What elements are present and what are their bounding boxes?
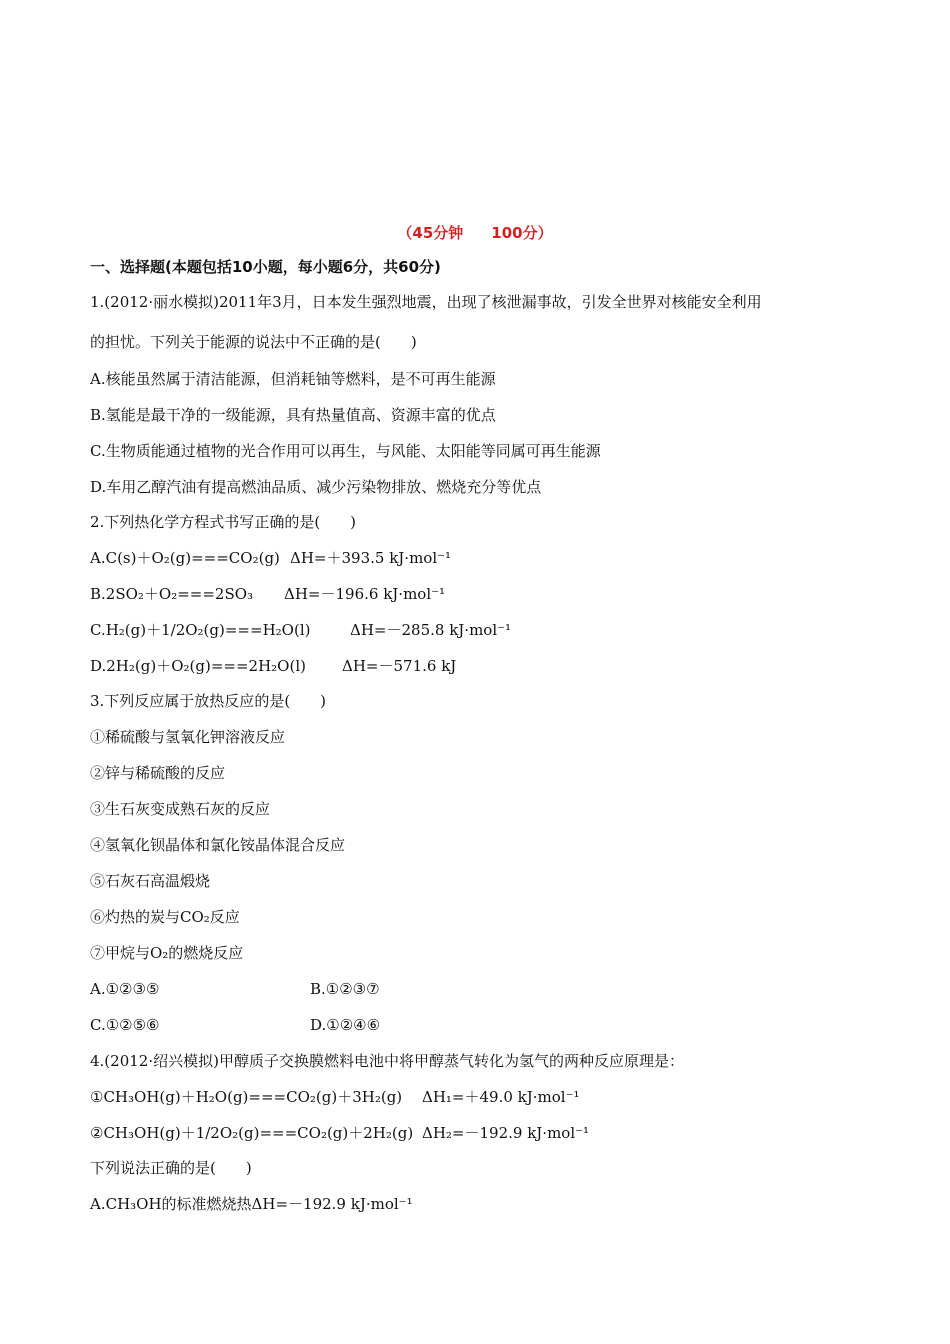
q1-option-b: B.氢能是最干净的一级能源，具有热量值高、资源丰富的优点 bbox=[90, 406, 496, 424]
q3-option-d: D.①②④⑥ bbox=[310, 1016, 381, 1034]
q2-option-c bbox=[90, 620, 512, 640]
q3-option-a: A.①②③⑤ bbox=[90, 980, 160, 998]
q2-option-d bbox=[90, 656, 457, 676]
q4-stem: 4.(2012·绍兴模拟)甲醇质子交换膜燃料电池中将甲醇蒸气转化为氢气的两种反应原理是： bbox=[90, 1052, 684, 1070]
section-heading: 一、选择题(本题包括10小题，每小题6分，共60分) bbox=[90, 258, 441, 276]
q4-reaction-1 bbox=[90, 1087, 580, 1107]
q2-a-enthalpy: ΔH=＋393.5 kJ·mol⁻¹ bbox=[290, 549, 452, 567]
q3-option-c: C.①②⑤⑥ bbox=[90, 1016, 160, 1034]
q3-item-4: ④氢氧化钡晶体和氯化铵晶体混合反应 bbox=[90, 836, 346, 854]
q4-r1-equation: ①CH₃OH(g)＋H₂O(g)===CO₂(g)＋3H₂(g) bbox=[90, 1088, 403, 1106]
q1-stem-line1: 1.(2012·丽水模拟)2011年3月，日本发生强烈地震，出现了核泄漏事故，引发全世界对核能安全利用 bbox=[90, 293, 762, 311]
q2-b-enthalpy: ΔH=－196.6 kJ·mol⁻¹ bbox=[284, 585, 446, 603]
q2-c-equation: C.H₂(g)＋1/2O₂(g)===H₂O(l) bbox=[90, 621, 311, 639]
q2-d-equation: D.2H₂(g)＋O₂(g)===2H₂O(l) bbox=[90, 657, 306, 675]
q3-item-7: ⑦甲烷与O₂的燃烧反应 bbox=[90, 944, 244, 962]
q1-option-a: A.核能虽然属于清洁能源，但消耗铀等燃料，是不可再生能源 bbox=[90, 370, 496, 388]
q4-r1-enthalpy: ΔH₁=＋49.0 kJ·mol⁻¹ bbox=[422, 1088, 580, 1106]
q2-a-equation: A.C(s)＋O₂(g)===CO₂(g) bbox=[90, 549, 280, 567]
time-score-header bbox=[0, 222, 950, 243]
q1-option-c: C.生物质能通过植物的光合作用可以再生，与风能、太阳能等同属可再生能源 bbox=[90, 442, 601, 460]
q3-options-ab bbox=[90, 979, 380, 999]
q4-reaction-2 bbox=[90, 1123, 590, 1143]
q3-item-6: ⑥灼热的炭与CO₂反应 bbox=[90, 908, 240, 926]
q2-c-enthalpy: ΔH=－285.8 kJ·mol⁻¹ bbox=[350, 621, 512, 639]
q3-options-cd bbox=[90, 1015, 381, 1035]
q1-stem-line2: 的担忧。下列关于能源的说法中不正确的是( ) bbox=[90, 333, 417, 351]
q2-option-a bbox=[90, 548, 452, 568]
q4-r2-enthalpy: ΔH₂=－192.9 kJ·mol⁻¹ bbox=[422, 1124, 590, 1142]
q2-option-b bbox=[90, 584, 446, 604]
q2-b-equation: B.2SO₂＋O₂===2SO₃ bbox=[90, 585, 254, 603]
time-limit: （45分钟 bbox=[397, 224, 464, 242]
q2-d-enthalpy: ΔH=－571.6 kJ bbox=[342, 657, 457, 675]
q1-option-d: D.车用乙醇汽油有提高燃油品质、减少污染物排放、燃烧充分等优点 bbox=[90, 478, 542, 496]
q3-item-1: ①稀硫酸与氢氧化钾溶液反应 bbox=[90, 728, 286, 746]
q4-stem2: 下列说法正确的是( ) bbox=[90, 1159, 252, 1177]
q3-item-5: ⑤石灰石高温煅烧 bbox=[90, 872, 211, 890]
q3-stem: 3.下列反应属于放热反应的是( ) bbox=[90, 692, 327, 710]
q3-item-2: ②锌与稀硫酸的反应 bbox=[90, 764, 226, 782]
total-score: 100分） bbox=[491, 224, 553, 242]
q2-stem: 2.下列热化学方程式书写正确的是( ) bbox=[90, 513, 357, 531]
q4-r2-equation: ②CH₃OH(g)＋1/2O₂(g)===CO₂(g)＋2H₂(g) bbox=[90, 1124, 414, 1142]
q3-option-b: B.①②③⑦ bbox=[310, 980, 380, 998]
q3-item-3: ③生石灰变成熟石灰的反应 bbox=[90, 800, 271, 818]
q4-option-a: A.CH₃OH的标准燃烧热ΔH=－192.9 kJ·mol⁻¹ bbox=[90, 1195, 413, 1213]
